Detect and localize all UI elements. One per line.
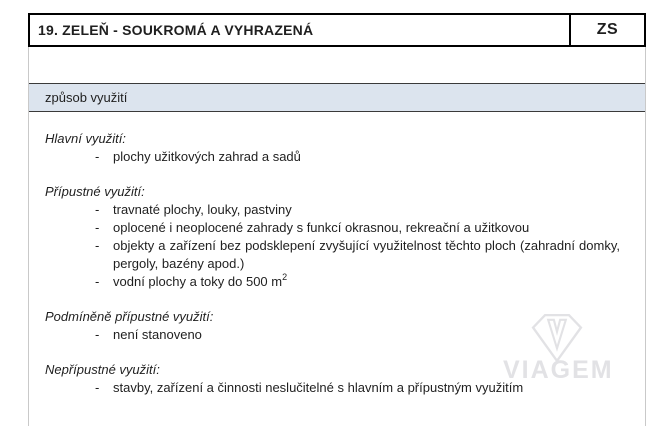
usage-section-label: Podmíněně přípustné využití:	[45, 309, 214, 324]
usage-section	[45, 130, 620, 166]
usage-item-text: plochy užitkových zahrad a sadů	[113, 149, 301, 164]
usage-item	[45, 148, 620, 166]
bullet-dash-icon: -	[95, 380, 100, 395]
usage-item-text: vodní plochy a toky do 500 $m^2$	[113, 271, 288, 289]
bullet-dash-icon: -	[95, 238, 100, 253]
usage-section	[45, 308, 620, 344]
usage-item-text: travnaté plochy, louky, pastviny	[113, 202, 292, 217]
usage-item	[45, 201, 620, 219]
usage-item	[45, 237, 620, 273]
usage-section	[45, 361, 620, 397]
watermark-text: VIAGEM	[503, 356, 614, 384]
usage-item-text: stavby, zařízení a činnosti neslučitelné s hlavním a přípustným využitím	[113, 380, 524, 395]
bullet-dash-icon: -	[95, 274, 100, 289]
document-header	[28, 13, 646, 47]
content-frame	[28, 47, 646, 426]
usage-band-label: způsob využití	[45, 90, 128, 105]
usage-item-text: není stanoveno	[113, 327, 202, 342]
zone-code-badge: ZS	[569, 15, 644, 45]
bullet-dash-icon: -	[95, 220, 100, 235]
bullet-dash-icon: -	[95, 202, 100, 217]
page-title: 19. ZELEŇ - SOUKROMÁ A VYHRAZENÁ	[38, 22, 314, 38]
usage-section-label: Hlavní využití:	[45, 131, 126, 146]
usage-item	[45, 379, 620, 397]
usage-band	[29, 83, 645, 112]
bullet-dash-icon: -	[95, 327, 100, 342]
content-area	[29, 112, 645, 397]
bullet-dash-icon: -	[95, 149, 100, 164]
usage-item-text: objekty a zařízení bez podsklepení zvyšující využitelnost těchto ploch (zahradní domky, pergoly, bazény apod.)	[113, 238, 620, 271]
usage-section-label: Přípustné využití:	[45, 184, 145, 199]
usage-item-text: oplocené i neoplocené zahrady s funkcí okrasnou, rekreační a užitkovou	[113, 220, 530, 235]
usage-item	[45, 273, 620, 291]
usage-item	[45, 219, 620, 237]
usage-section-label: Nepřípustné využití:	[45, 362, 160, 377]
superscript: 2	[282, 271, 288, 282]
usage-item	[45, 326, 620, 344]
usage-section	[45, 183, 620, 291]
